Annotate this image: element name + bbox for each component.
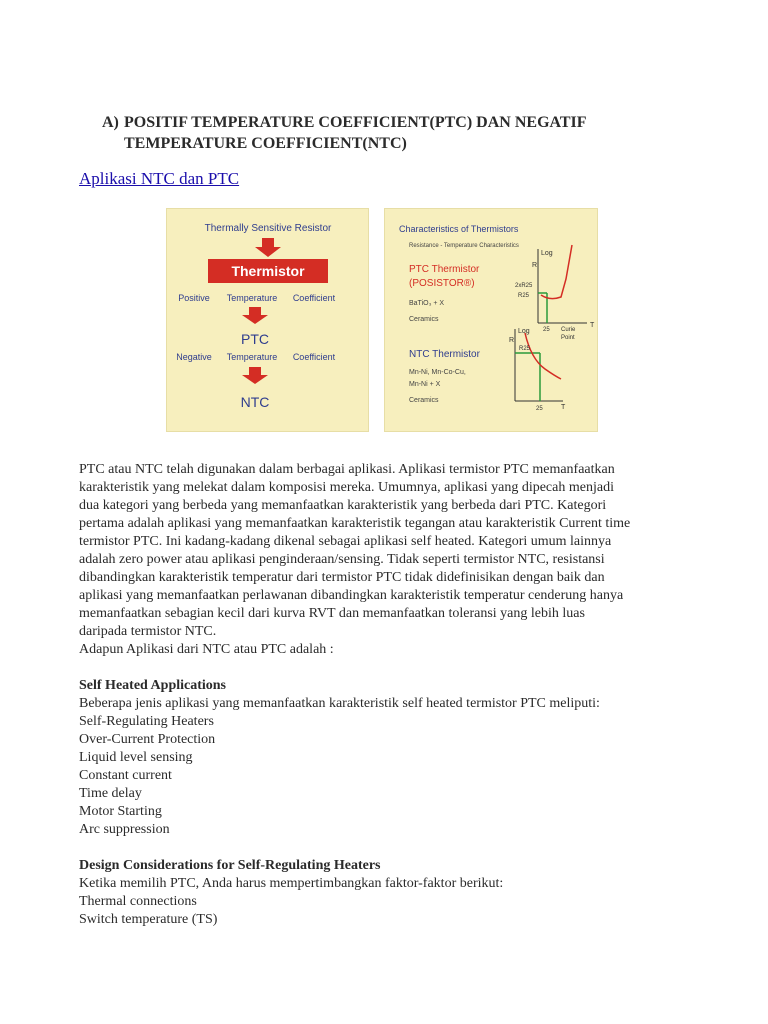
list-item: Over-Current Protection: [79, 732, 216, 747]
ntc-title: NTC Thermistor: [409, 349, 480, 360]
top-label: Thermally Sensitive Resistor: [204, 223, 332, 234]
ptc-subtitle: (POSISTOR®): [409, 278, 475, 289]
design-intro: Ketika memilih PTC, Anda harus mempertimbangkan faktor-faktor berikut:: [79, 876, 504, 891]
thermistor-characteristics-figure: [384, 208, 598, 432]
paragraph-line: aplikasi yang memanfaatkan perlawanan dibandingkan karakteristik temperatur cenderung hanya: [79, 588, 624, 603]
heading-line-1: POSITIF TEMPERATURE COEFFICIENT(PTC) DAN NEGATIF: [124, 114, 587, 131]
thermistor-box-label: Thermistor: [231, 263, 305, 279]
row1-word-2: Temperature: [226, 293, 278, 303]
spacer: [79, 659, 699, 677]
paragraph-line: karakteristik yang melekat dalam komposisi mereka. Umumnya, aplikasi yang dipecah menjadi: [79, 480, 614, 495]
arrow-down-icon: [255, 238, 281, 257]
ptc-y-axis: R: [532, 262, 538, 269]
list-item: Switch temperature (TS): [79, 912, 218, 927]
ntc-characteristic-chart: [509, 328, 566, 412]
design-title: Design Considerations for Self-Regulating Heaters: [79, 858, 381, 873]
ptc-label: PTC: [241, 331, 269, 347]
applications-intro: Adapun Aplikasi dari NTC atau PTC adalah :: [79, 642, 334, 657]
ntc-y-mark: R25: [519, 346, 531, 352]
arrow-down-icon: [242, 307, 268, 324]
paragraph-line: dibandingkan karakteristik temperatur dari termistor PTC tidak didefinisikan dengan baik dan: [79, 570, 605, 585]
paragraph-line: adalah zero power atau aplikasi penginderaan/sensing. Tidak seperti termistor NTC, resistansi: [79, 552, 605, 567]
paragraph-line: dua kategori yang berbeda yang memanfaatkan karakteristik yang berbeda dari PTC. Kategori: [79, 498, 607, 513]
list-item: Thermal connections: [79, 894, 197, 909]
section-heading: [102, 112, 682, 154]
row2-word-1: Negative: [176, 352, 212, 362]
paragraph-line: pertama adalah aplikasi yang memanfaatkan karakteristik tegangan atau karakteristik Current time: [79, 516, 631, 531]
characteristics-diagram: [385, 209, 599, 433]
paragraph-line: memanfaatkan sebagian kecil dari kurva RVT dan memanfaatkan toleransi yang lebih luas: [79, 606, 585, 621]
heading-line-2: TEMPERATURE COEFFICIENT(NTC): [124, 135, 407, 152]
ntc-material-1: Mn-Ni, Mn-Co-Cu,: [409, 369, 466, 376]
ptc-title: PTC Thermistor: [409, 264, 480, 275]
ntc-y-axis: R: [509, 337, 515, 344]
ptc-x-mark-1: 25: [543, 327, 550, 333]
list-item: Self-Regulating Heaters: [79, 714, 214, 729]
row2-word-3: Coefficient: [292, 352, 336, 362]
list-item: Liquid level sensing: [79, 750, 193, 765]
row2-word-2: Temperature: [226, 352, 278, 362]
ptc-characteristic-chart: [515, 245, 595, 341]
list-item: Arc suppression: [79, 822, 170, 837]
list-item: Time delay: [79, 786, 142, 801]
ptc-x-mark-3: Point: [561, 335, 575, 341]
aplikasi-link[interactable]: Aplikasi NTC dan PTC: [79, 169, 240, 188]
row1-word-1: Positive: [178, 293, 210, 303]
row1-word-3: Coefficient: [292, 293, 336, 303]
list-item: Motor Starting: [79, 804, 162, 819]
ptc-y-top: Log: [541, 250, 553, 257]
arrow-down-icon: [242, 367, 268, 384]
paragraph-line: termistor PTC. Ini kadang-kadang dikenal sebagai aplikasi self heated. Kategori umum lainnya: [79, 534, 612, 549]
ntc-label: NTC: [240, 394, 270, 410]
thermistor-classification-figure: [166, 208, 369, 432]
article-body: [79, 461, 699, 929]
heading-number: A): [102, 114, 119, 131]
ptc-material-1: BaTiO₃ + X: [409, 300, 445, 307]
self-heated-title: Self Heated Applications: [79, 678, 227, 693]
ntc-material-2: Mn-Ni + X: [409, 381, 441, 388]
ptc-x-mark-2: Curie: [561, 327, 576, 333]
ntc-y-top: Log: [518, 328, 530, 335]
paragraph-line: daripada termistor NTC.: [79, 624, 217, 639]
ptc-material-2: Ceramics: [409, 316, 439, 323]
list-item: Constant current: [79, 768, 172, 783]
ntc-x-mark: 25: [536, 406, 543, 412]
paragraph-line: PTC atau NTC telah digunakan dalam berbagai aplikasi. Aplikasi termistor PTC memanfaatkan: [79, 462, 615, 477]
ntc-x-axis: T: [561, 404, 566, 411]
ptc-y-mark-2: R25: [518, 293, 530, 299]
ptc-x-axis: T: [590, 322, 595, 329]
self-heated-intro: Beberapa jenis aplikasi yang memanfaatkan karakteristik self heated termistor PTC meliputi:: [79, 696, 600, 711]
spacer: [79, 839, 699, 857]
ntc-material-3: Ceramics: [409, 397, 439, 404]
ptc-y-mark-1: 2xR25: [515, 283, 533, 289]
ntc-curve: [525, 333, 561, 379]
classification-diagram: [167, 209, 370, 433]
right-title: Characteristics of Thermistors: [399, 224, 519, 234]
right-subtitle: Resistance - Temperature Characteristics: [409, 243, 519, 249]
